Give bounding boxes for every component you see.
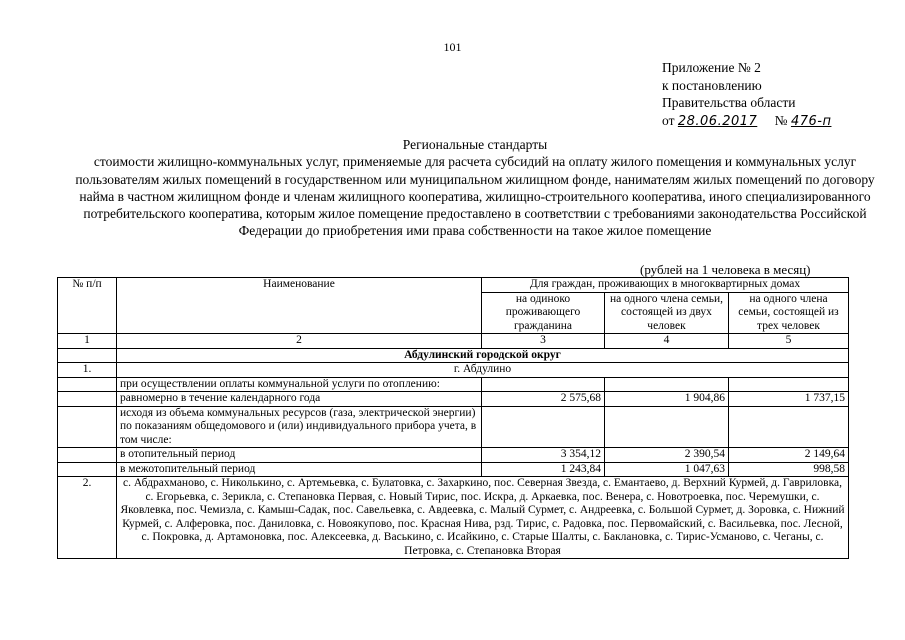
header-col3: на одиноко проживающего гражданина bbox=[482, 292, 605, 334]
value-cell: 3 354,12 bbox=[482, 448, 605, 463]
col-number: 5 bbox=[729, 334, 849, 349]
metered-header: исходя из объема коммунальных ресурсов (газа, электрической энергии) по показаниям общедомового и (или) индивидуального прибора учета, в том числе: bbox=[117, 406, 482, 448]
heating-header: при осуществлении оплаты коммунальной услуги по отоплению: bbox=[117, 377, 482, 392]
value-cell: 998,58 bbox=[729, 462, 849, 477]
empty-cell bbox=[58, 392, 117, 407]
appendix-title: Приложение № 2 bbox=[662, 60, 761, 75]
header-num: № п/п bbox=[58, 278, 117, 334]
table-row bbox=[58, 392, 849, 407]
row-label: в межотопительный период bbox=[117, 462, 482, 477]
value-cell: 2 149,64 bbox=[729, 448, 849, 463]
column-numbers-row bbox=[58, 334, 849, 349]
places-list: с. Абдрахманово, с. Николькино, с. Артемьевка, с. Булатовка, с. Захаркино, пос. Северная Звезда, с. Емантаево, д. Верхний Курмей, д. Гавриловка, с. Егорьевка, с. Зерикла, с. Степановка Первая, с. Новый Тирис, пос. Искра, д. Аркаевка, пос. Венера, с. Новотроевка, пос. Черемушки, с. Яковлевка, пос. Чемизла, с. Камыш-Садак, пос. Савельевка, с. Авдеевка, с. Малый Сурмет, с. Андреевка, с. Большой Сурмет, д. Зоровка, с. Нижний Курмей, с. Алферовка, пос. Даниловка, с. Новоякупово, пос. Красная Нива, рзд. Тирис, с. Радовка, пос. Первомайский, с. Васильевка, пос. Лесной, с. Покровка, д. Артамоновка, пос. Алексеевка, д. Васькино, с. Исайкино, с. Старые Шалты, с. Баклановка, с. Тирис-Усманово, с. Чеганы, с. Петровка, с. Степановка Вторая bbox=[117, 477, 849, 559]
table-row bbox=[58, 377, 849, 392]
handwritten-number: 476-п bbox=[790, 113, 832, 129]
handwritten-date: 28.06.2017 bbox=[677, 113, 758, 129]
empty-cell bbox=[58, 377, 117, 392]
appendix-ref: к постановлению bbox=[662, 77, 762, 93]
row-label: в отопительный период bbox=[117, 448, 482, 463]
document-title bbox=[70, 136, 880, 240]
row-num: 1. bbox=[58, 363, 117, 378]
table-row bbox=[58, 406, 849, 448]
empty-cell bbox=[482, 377, 605, 392]
district-name: Абдулинский городской округ bbox=[117, 348, 849, 363]
value-cell: 2 575,68 bbox=[482, 392, 605, 407]
col-number: 1 bbox=[58, 334, 117, 349]
value-cell: 1 047,63 bbox=[605, 462, 729, 477]
value-cell: 1 243,84 bbox=[482, 462, 605, 477]
appendix-date-line bbox=[662, 112, 831, 131]
page-number: 101 bbox=[443, 40, 462, 54]
row-num: 2. bbox=[58, 477, 117, 559]
number-prefix: № bbox=[774, 112, 788, 128]
col-number: 4 bbox=[605, 334, 729, 349]
unit-note: (рублей на 1 человека в месяц) bbox=[640, 262, 811, 277]
appendix-block bbox=[662, 59, 831, 130]
value-cell: 2 390,54 bbox=[605, 448, 729, 463]
date-prefix: от bbox=[662, 112, 675, 128]
standards-table bbox=[57, 277, 849, 559]
title-heading: Региональные стандарты bbox=[402, 137, 548, 152]
district-row bbox=[58, 348, 849, 363]
col-number: 3 bbox=[482, 334, 605, 349]
empty-cell bbox=[58, 462, 117, 477]
table-row bbox=[58, 462, 849, 477]
empty-cell bbox=[729, 406, 849, 448]
empty-cell bbox=[605, 406, 729, 448]
appendix-authority: Правительства области bbox=[662, 95, 796, 110]
table-row bbox=[58, 477, 849, 559]
place-name: г. Абдулино bbox=[117, 363, 849, 378]
empty-cell bbox=[58, 348, 117, 363]
value-cell: 1 737,15 bbox=[729, 392, 849, 407]
empty-cell bbox=[58, 448, 117, 463]
table-row bbox=[58, 363, 849, 378]
col-number: 2 bbox=[117, 334, 482, 349]
header-col4: на одного члена семьи, состоящей из двух человек bbox=[605, 292, 729, 334]
empty-cell bbox=[729, 377, 849, 392]
table-header-row bbox=[58, 278, 849, 293]
header-group: Для граждан, проживающих в многоквартирных домах bbox=[482, 278, 849, 293]
empty-cell bbox=[605, 377, 729, 392]
empty-cell bbox=[58, 406, 117, 448]
table-row bbox=[58, 448, 849, 463]
title-body: стоимости жилищно-коммунальных услуг, применяемые для расчета субсидий на оплату жилого помещения и коммунальных услуг пользователям жилых помещений в государственном или муниципальном жилищном фонде, нанимателям жилых помещений по договору найма в частном жилищном фонде и членам жилищного кооператива, жилищно-строительного кооператива, иного специализированного потребительского кооператива, которым жилое помещение предоставлено в соответствии с требованиями законодательства Российской Федерации до приобретения ими права собственности на такое жилое помещение bbox=[75, 154, 875, 239]
empty-cell bbox=[482, 406, 605, 448]
header-col5: на одного члена семьи, состоящей из трех человек bbox=[729, 292, 849, 334]
row-label: равномерно в течение календарного года bbox=[117, 392, 482, 407]
header-name: Наименование bbox=[117, 278, 482, 334]
value-cell: 1 904,86 bbox=[605, 392, 729, 407]
